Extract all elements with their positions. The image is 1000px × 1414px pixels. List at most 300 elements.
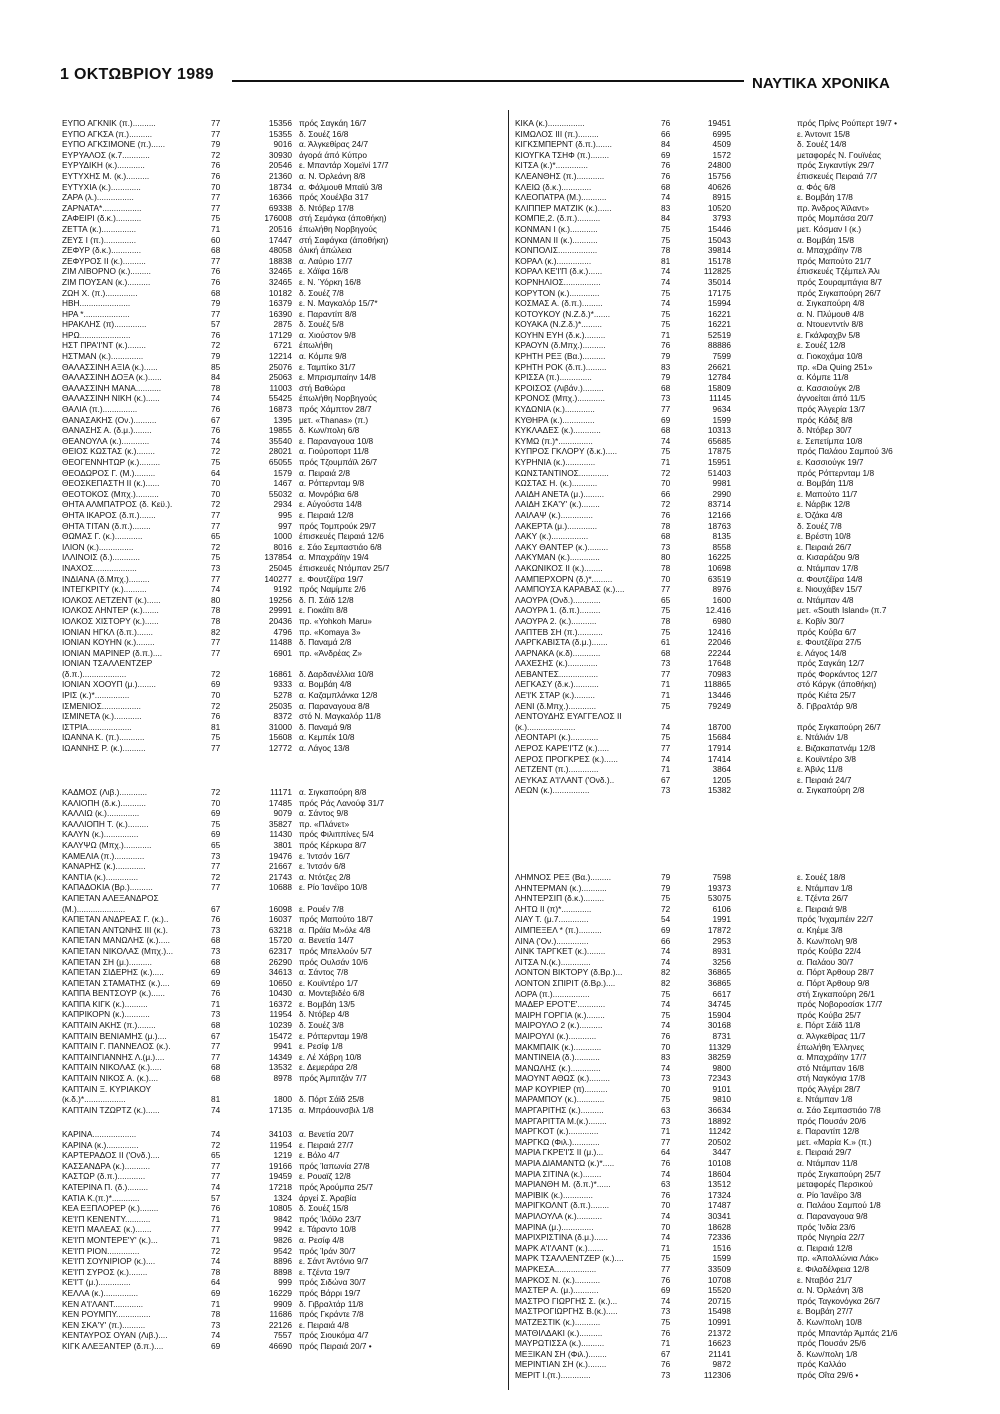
tonnage: 21141 [708,1348,731,1359]
ship-name: ΜΑΡΚΕΣΑ.................. [515,1263,597,1274]
build-year: 77 [211,509,221,520]
ship-name: ΙΩΑΝΝΑ Κ. (π.)........... [62,732,145,743]
ship-name: ΛΗΝΤΕΡΜΑΝ (κ.)........... [515,882,607,893]
build-year: 73 [211,562,221,573]
tonnage: 1572 [712,149,731,160]
build-year: 74 [211,1256,221,1267]
ship-status: α. Πόρτ Άρθουρ 9/8 [797,977,870,988]
ship-status: πρός Σαγκάη 12/7 [797,658,865,669]
ship-status: ε. Ρεσίφ 1/8 [299,1041,343,1052]
ship-status: πρ. «Komaya 3» [299,626,361,637]
ship-status: ε. Παραντίπ 12/8 [797,1126,860,1137]
tonnage: 2953 [712,935,731,946]
ship-name: ΘΕΟΣΚΕΠΑΣΤΗ ΙΙ (κ.)...... [62,478,160,489]
tonnage: 112825 [703,266,731,277]
tonnage: 63519 [707,573,731,584]
build-year: 77 [661,584,671,595]
ship-status: α. Κεμπέκ 10/8 [299,732,355,743]
build-year: 71 [211,1234,221,1245]
build-year: 83 [661,361,671,372]
ship-status: ε. Πειραιά 26/7 [797,541,852,552]
ship-status: πρός Παλάου Σαμπού 3/6 [797,446,893,457]
ship-name: ΛΟΡΑ (π.)................ [515,988,590,999]
ship-name: ΜΕΞΙΚΑΝ ΣΗ (Φιλ.)........ [515,1348,607,1359]
build-year: 77 [211,1051,221,1062]
ship-status: δ. Σουέζ 5/8 [299,319,344,330]
ship-name: ΙΛΙΟΝ (κ.)............... [62,541,134,552]
build-year: 82 [661,967,671,978]
build-year: 73 [211,850,221,861]
tonnage: 8372 [273,711,292,722]
tonnage: 999 [278,1277,292,1288]
tonnage: 22244 [707,647,731,658]
ship-status: ε. Πειραιά 4/8 [299,1319,349,1330]
build-year: 69 [661,1285,671,1296]
ship-name: ΜΑΝΤΙΝΕΙΑ (δ.)........... [515,1052,600,1063]
ship-name: ΙΝΤΕΓΚΡΙΤΥ (κ.).......... [62,584,147,595]
build-year: 73 [661,393,671,404]
ship-name: ΚΑΛΛΙΟΠΗ Τ. (κ.)......... [62,818,149,829]
ship-name: ΖΑΡΝΑΤΑ*................. [62,202,142,213]
ship-status: ε. Μπρισμπαίην 14/8 [299,372,376,383]
ship-name: ΜΑΡΙΧΡΙΣΤΙΝΑ (δ.μ.)...... [515,1232,608,1243]
tonnage: 1599 [712,1253,731,1264]
build-year: 72 [211,149,221,160]
tonnage: 15720 [268,935,292,946]
tonnage: 8731 [712,1030,731,1041]
ship-status: α. Κόμπε 9/8 [299,351,347,362]
build-year: 78 [661,562,671,573]
tonnage: 22126 [268,1319,292,1330]
build-year: 70 [211,797,221,808]
column-divider [508,110,509,1390]
ship-status: πρός Μπαντάρ Άμπάς 21/6 [797,1327,898,1338]
build-year: 54 [661,914,671,925]
ship-name: ΛΑΙΔΗ ΣΚΑ'Υ' (κ.)........ [515,499,600,510]
ship-name: ΚΙΟΥΓΚΑ ΤΣΗΦ (π.)........ [515,149,610,160]
tonnage: 15446 [707,223,731,234]
build-year: 70 [211,488,221,499]
build-year: 68 [661,647,671,658]
build-year: 73 [211,1319,221,1330]
ship-status: πρός Φιλιππίνες 5/4 [299,829,374,840]
ship-name: ΙΣΤΡΙΑ................... [62,721,132,732]
build-year: 70 [211,478,221,489]
ship-status: πρός Άμπιτζάν 7/7 [299,1073,367,1084]
build-year: 68 [661,181,671,192]
ship-name: ΖΕΦΥΡ (δ.κ.)............. [62,245,142,256]
tonnage: 17875 [707,446,731,457]
build-year: 74 [661,298,671,309]
ship-name: ΘΑΛΙΑ (π.)............... [62,404,138,415]
ship-status: ε. Ρουαϊζ 12/8 [299,1171,351,1182]
ship-name: ΚΟΡΥΤΟΝ (κ.)............. [515,287,600,298]
ship-name: ΚΑΠΑΔΟΚΙΑ (Βρ.).......... [62,882,153,893]
ship-name: ΘΑΛΑΣΣΙΝΗ ΝΙΚΗ (κ.)...... [62,393,160,404]
tonnage: 9872 [712,1359,731,1370]
ship-name: ΜΑΡΙΛΟΥΛΑ (κ.)........... [515,1211,603,1221]
ship-status: πρός Ίράν 30/7 [299,1245,356,1256]
tonnage: 11954 [269,1139,292,1150]
ship-name: ΚΑΠΕΤΑΝ ΑΝΔΡΕΑΣ Γ. (κ.).. [62,914,169,925]
build-year: 68 [211,287,221,298]
ship-name: ΚΙΜΩΛΟΣ ΙΙΙ (π.)......... [515,128,599,139]
build-year: 72 [661,467,671,478]
ship-name: ΜΑΡΙΑΝΘΗ Μ. (δ.π.)*...... [515,1179,611,1190]
build-year: 66 [661,935,671,946]
ship-status: ε. Πειραιά 29/7 [797,1147,852,1158]
build-year: 74 [661,1295,671,1306]
build-year: 74 [661,753,671,764]
ship-status: πρ. «Yohkoh Maru» [299,615,372,626]
build-year: 67 [211,1030,221,1041]
tonnage: 72343 [707,1073,731,1084]
ship-status: στή Ναγκόγια 17/8 [797,1073,866,1084]
tonnage: 11954 [269,1009,292,1020]
tonnage: 13532 [268,1062,292,1073]
build-year: 75 [661,223,671,234]
build-year: 70 [661,1083,671,1094]
tonnage: 2875 [273,319,292,330]
build-year: 70 [661,1221,671,1232]
ship-name: ΛΑΡΝΑΚΑ (κ.δ)............ [515,647,601,658]
ship-status: πρός Ίλόϊλο 23/7 [299,1213,362,1224]
tonnage: 6617 [712,988,731,999]
build-year: 79 [211,139,221,150]
build-year: 69 [211,977,221,988]
tonnage: 70983 [707,668,731,679]
tonnage: 16379 [268,298,292,309]
tonnage: 997 [278,520,292,531]
tonnage: 1205 [712,774,731,785]
ship-status: πρός Πειραιά 20/7 • [299,1340,372,1351]
ship-name: ΚΛΕΑΝΘΗΣ (π.)............ [515,170,605,181]
build-year: 65 [661,594,671,605]
tonnage: 10688 [268,882,292,893]
tonnage: 17872 [707,924,731,935]
ship-name: ΜΕΡΙΤ Ι.(π.)............. [515,1369,591,1380]
tonnage: 12784 [707,372,731,383]
build-year: 76 [211,1203,221,1214]
build-year: 77 [661,743,671,754]
ship-name: ΚΑΠΤΑΙΝ ΝΙΚΟΣ Α. (κ.).... [62,1073,158,1084]
ship-name: ΚΥΔΩΝΙΑ (κ.)............. [515,404,595,415]
tonnage: 1324 [273,1192,292,1203]
ship-status: δ. Σουέζ 7/8 [299,287,344,298]
tonnage: 16221 [707,308,731,319]
build-year: 82 [661,977,671,988]
ship-status: πρός Φορκάντος 12/7 [797,668,878,679]
tonnage: 13446 [707,690,731,701]
ship-status: μετ. Κόσμαν Ι (κ.) [797,223,862,234]
tonnage: 7599 [712,351,731,362]
ship-status: ε. Άντονιτ 15/8 [797,128,850,139]
ship-status: άγορά άπό Κύπρο [299,149,367,160]
build-year: 78 [211,1309,221,1320]
ship-name: ΚΕ'Ι'Π ΡΙΟΝ.............. [62,1245,140,1256]
ship-name: ΚΑΝΑΡΗΣ (κ.)............. [62,861,146,872]
ship-name: ΚΑΛΛΙΩ (κ.).............. [62,808,140,819]
ship-name: ΚΑΜΕΛΙΑ (π.)............. [62,850,145,861]
build-year: 72 [211,700,221,711]
build-year: 76 [661,1274,671,1285]
tonnage: 10313 [707,425,731,436]
build-year: 69 [211,967,221,978]
ship-status: ε. Όζάκα 4/8 [797,509,843,520]
ship-name: ΛΑΚΕΡΤΑ (μ.)............. [515,520,598,531]
build-year: 84 [661,139,671,150]
ship-status: στή Βαθώρα [299,382,346,393]
ship-name: ΛΕΝΤΟΥΔΗΣ ΕΥΑΓΓΕΛΟΣ ΙΙ [515,711,622,722]
build-year: 66 [661,488,671,499]
build-year: 75 [661,234,671,245]
ship-status: μεταφορές Ν. Γουϊνέας [797,149,881,160]
ship-status: ε. Νταβόσ 21/7 [797,1274,853,1285]
ship-name: ΜΑΡΙΑ ΔΙΑΜΑΝΤΩ (κ.)*..... [515,1158,615,1169]
tonnage: 35827 [268,818,292,829]
build-year: 60 [211,234,221,245]
ship-status: α. Παλάου Σαμπού 1/8 [797,1200,881,1211]
build-year: 67 [661,1348,671,1359]
ship-status: έπωλήθη Νορβηγούς [299,393,377,404]
build-year: 72 [661,903,671,914]
tonnage: 8931 [712,946,731,957]
tonnage: 25063 [268,372,292,383]
tonnage: 15684 [707,732,731,743]
ship-status: ε. Δεμεράρα 2/8 [299,1062,358,1073]
tonnage: 1600 [712,594,731,605]
ship-status: πρός Κιέτα 25/7 [797,690,856,701]
tonnage: 17218 [268,1181,292,1192]
tonnage: 1991 [712,914,731,925]
tonnage: 10182 [268,287,292,298]
build-year: 75 [661,893,671,904]
tonnage: 16225 [707,552,731,563]
ship-status: ε. Ίντσόν 6/8 [299,861,346,872]
ship-status: άγνοείται άπό 11/5 [797,393,866,404]
tonnage: 32465 [268,266,292,277]
ship-status: πρ. «Da Quing 251» [797,361,873,372]
build-year: 72 [211,541,221,552]
tonnage: 46690 [268,1340,292,1351]
ship-name: ΖΑΦΕΙΡΙ (δ.κ.)........... [62,213,142,224]
ship-name: ΜΑΚΜΠΑΙΚ (κ.)............ [515,1041,602,1052]
tonnage: 15520 [707,1285,731,1296]
ship-name: ΛΕ'Ι'Κ ΣΤΑΡ (κ.)......... [515,690,595,701]
build-year: 78 [661,245,671,256]
build-year: 64 [211,467,221,478]
ship-status: δ. Κων/πολη 10/8 [797,1316,862,1327]
ship-status: α. Βομβάη 4/8 [299,679,352,690]
ship-name: ΛΑΡΓΚΑΒΙΣΤΑ (δ.μ.)....... [515,637,608,648]
tonnage: 30341 [707,1211,731,1221]
ship-name: ΖΕΥΣ Ι (π.).............. [62,234,137,245]
ship-status: πρός Σιγκαντίγκ 29/7 [797,160,875,171]
tonnage: 11242 [708,1126,731,1137]
tonnage: 9542 [273,1245,292,1256]
ship-status: όλική άπώλεια [299,245,352,256]
ship-name: ΛΙΝΑ ('Ον.).............. [515,935,589,946]
build-year: 79 [211,351,221,362]
ship-name: ΙΟΛΚΟΣ ΛΗΝΤΕΡ (κ.)....... [62,605,159,616]
ship-status: πρός Νιγηρία 22/7 [797,1232,865,1243]
tonnage: 19451 [707,118,731,128]
ship-name: ΛΟΝΤΟΝ ΒΙΚΤΟΡΥ (δ.Βρ.)... [515,967,623,978]
ship-name: ΜΑΡΙΑ ΣΙΤΙΝΑ (κ.)........ [515,1168,602,1179]
tonnage: 22046 [707,637,731,648]
tonnage: 65055 [268,457,292,467]
build-year: 75 [661,446,671,457]
build-year: 69 [661,149,671,160]
build-year: 76 [661,340,671,351]
build-year: 81 [211,1094,221,1105]
ship-name: ΙΟΝΙΑΝ ΤΣΑΛΛΕΝΤΖΕΡ [62,658,153,669]
ship-status: δ. Σουέζ 3/8 [299,1020,344,1031]
ship-status: δ. Σουέζ 15/8 [299,1203,349,1214]
ship-status: πρός Άλγέρι 28/7 [797,1083,861,1094]
build-year: 77 [211,118,221,128]
ship-status: ε. Κουϊντέρο 1/7 [299,977,359,988]
build-year: 70 [211,181,221,192]
ship-name: ΚΑΣΤΩΡ (δ.π.)............ [62,1171,146,1182]
tonnage: 10991 [707,1316,731,1327]
ship-name: ΛΑΜΠΟΥΣΑ ΚΑΡΑΒΑΣ (κ.).... [515,584,625,595]
ship-name: ΚΡΗΤΗ ΡΕΞ (Βα.).......... [515,351,606,362]
ship-status: δ. Γιβραλτάρ 9/8 [797,700,858,711]
ship-status: ε. Τάραντο 10/8 [299,1224,357,1235]
ship-status: ε. Βρέστη 10/8 [797,531,851,542]
tonnage: 20516 [268,223,292,234]
ship-name: ΚΑΡΤΕΡΑΔΟΣ ΙΙ ('Ονδ.).... [62,1150,160,1161]
ship-status: α. Μοντεβιδέο 6/8 [299,988,365,999]
build-year: 67 [661,774,671,785]
ship-name: ΜΑΙΡΟΥΛΟ 2 (κ.).......... [515,1020,603,1031]
ship-status: δ. Κων/πολη 9/8 [797,935,858,946]
ship-name: ΛΙΜΠΕΞΕΛ * (π.).......... [515,924,602,935]
tonnage: 16372 [268,998,292,1009]
build-year: 80 [211,594,221,605]
ship-status: έπισκευές Πειραιά 12/6 [299,531,384,542]
build-year: 71 [661,329,671,340]
ship-name: ΚΕΛΛΑ (κ.)............... [62,1287,139,1298]
ship-name: ΙΟΛΚΟΣ ΛΕΤΖΕΝΤ (κ.)...... [62,594,161,605]
build-year: 76 [211,425,221,436]
ship-name: ΛΑΧΕΣΗΣ (κ.)............. [515,658,598,669]
ship-name: ΜΑΔΕΡ ΕΡΟΤ'Ε'............ [515,999,606,1010]
ship-name: ΚΥΘΗΡΑ (κ.).............. [515,414,595,425]
ship-name: ΚΕΝ ΡΟΥΜΠΥ............... [62,1309,151,1320]
build-year: 77 [211,637,221,648]
ship-name: ΚΑΝΤΙΑ (κ.).............. [62,871,139,882]
tonnage: 18700 [707,721,731,732]
ship-name: ΛΗΜΝΟΣ ΡΕΞ (Βα.)......... [515,872,611,882]
tonnage: 8896 [273,1256,292,1267]
tonnage: 18763 [707,520,731,531]
ship-status: ε. Φουτζέϊρα 27/5 [797,637,862,648]
tonnage: 16861 [268,668,292,679]
ship-name: ΙΝΔΙΑΝΑ (δ.Μπχ.)......... [62,573,150,584]
build-year: 71 [211,1298,221,1309]
ship-name: ΜΑΤΘΙΛΔΑΚΙ (κ.).......... [515,1327,603,1338]
build-year: 73 [211,945,221,956]
ship-name: ΚΑΠΕΤΑΝ ΝΙΚΟΛΑΣ (Μπχ.)... [62,945,174,956]
ship-status: δ. Σουέζ 16/8 [299,128,349,139]
ship-name: ΜΑΙΡΗ ΓΟΡΓΙΑ (κ.)........ [515,1009,605,1020]
tonnage: 18628 [707,1221,731,1232]
ship-status: πρός Άλγερία 13/7 [797,404,866,415]
tonnage: 9634 [712,404,731,415]
tonnage: 16623 [707,1338,731,1349]
tonnage: 1395 [273,414,292,425]
ship-name: ΚΙΓΚ ΑΛΕΞΑΝΤΕΡ (δ.π.).... [62,1340,164,1351]
ship-name: ΛΕΒΑΝΤΕΣ................. [515,668,599,679]
ship-name: ΙΣΜΕΝΙΟΣ................. [62,700,141,711]
build-year: 57 [211,319,221,330]
ship-status: πρός Ίαπωνία 27/8 [299,1160,370,1171]
build-year: 75 [211,818,221,829]
tonnage: 30930 [268,149,292,160]
ship-status: ε. Αύγούστα 14/8 [299,499,362,510]
tonnage: 6106 [712,903,731,914]
build-year: 74 [661,1211,671,1221]
build-year: 79 [661,872,671,882]
tonnage: 6995 [712,128,731,139]
ship-status: α. Σάο Σεμπαστιάο 7/8 [797,1105,881,1116]
tonnage: 9941 [273,1041,292,1052]
tonnage: 15994 [707,298,731,309]
ship-name: ΚΥΚΛΑΔΕΣ (κ.)............ [515,425,601,436]
ship-status: α. Ντάμπαν 4/8 [797,594,854,605]
build-year: 74 [661,192,671,203]
ship-status: στή Σαφάγκα (άποθήκη) [299,234,389,245]
build-year: 76 [211,329,221,340]
tonnage: 12214 [268,351,292,362]
ship-name: ΛΕΡΟΣ ΠΡΟΓΚΡΕΣ (κ.)...... [515,753,618,764]
ship-name: ΘΕΟΔΩΡΟΣ Γ. (Μ.)......... [62,467,156,478]
ship-status: α. Καζαμπλάνκα 12/8 [299,690,378,701]
build-year: 68 [211,935,221,946]
ship-name: ΜΑΡΚ Α'Ι'ΛΑΝΤ (κ.)....... [515,1242,604,1253]
tonnage: 8558 [712,541,731,552]
build-year: 75 [211,732,221,743]
tonnage: 33509 [707,1263,731,1274]
tonnage: 17324 [707,1189,731,1200]
tonnage: 8016 [273,541,292,552]
build-year: 75 [661,287,671,298]
ship-name: ΚΕΝ Α'Ι'ΛΑΝΤ............. [62,1298,144,1309]
build-year: 72 [211,668,221,679]
ship-status: πρός Οΐτα 29/6 • [797,1369,859,1380]
build-year: 67 [211,903,221,914]
tonnage: 55425 [268,393,292,404]
ship-status: στό Ντάμπαν 16/8 [797,1062,865,1073]
ship-status: πρ. «Άπολλώνια Λάκ» [797,1253,879,1264]
tonnage: 17175 [707,287,731,298]
build-year: 73 [661,785,671,796]
build-year: 74 [211,1104,221,1115]
build-year: 75 [211,457,221,467]
ship-name: ΚΟΝΠΟΛΙΣ................. [515,245,598,256]
build-year: 77 [661,404,671,415]
build-year: 69 [211,679,221,690]
tonnage: 19476 [268,850,292,861]
ship-name: ΕΥΡΥΔΙΚΗ (κ.)............ [62,160,145,171]
build-year: 57 [211,1192,221,1203]
tonnage: 9192 [273,584,292,595]
build-year: 78 [211,1266,221,1277]
ship-name: ΖΩΗ Χ. (π.).............. [62,287,138,298]
ship-name: ΚΑΠΤΑΙΝ ΝΙΚΟΛΑΣ (κ.)..... [62,1062,162,1073]
